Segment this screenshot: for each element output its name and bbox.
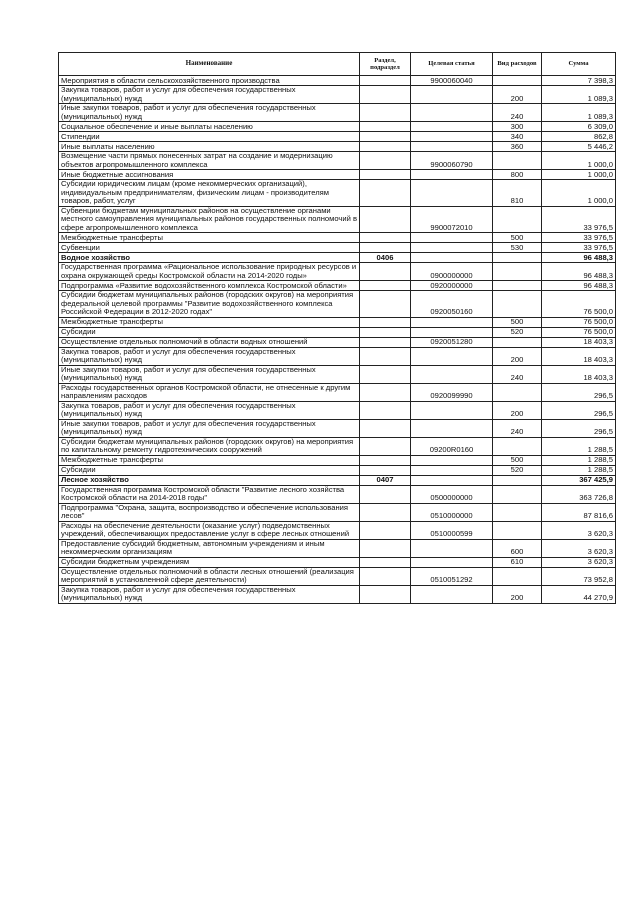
row-sum: 296,5	[542, 401, 616, 419]
table-row	[59, 317, 616, 327]
row-target-code	[411, 86, 493, 104]
row-target-code	[411, 122, 493, 132]
row-section	[360, 365, 411, 383]
table-row	[59, 243, 616, 253]
row-section	[360, 180, 411, 207]
row-target-code	[411, 180, 493, 207]
table-row	[59, 206, 616, 233]
table-row	[59, 152, 616, 170]
row-section	[360, 142, 411, 152]
row-expense-type: 800	[493, 170, 542, 180]
row-expense-type	[493, 521, 542, 539]
row-sum: 96 488,3	[542, 253, 616, 263]
row-name: Субсидии юридическим лицам (кроме некоммерческих организаций), индивидуальным предпринимателям, физическим лицам - производителям товаров, работ, услуг	[59, 180, 360, 207]
row-target-code	[411, 104, 493, 122]
row-sum: 1 089,3	[542, 104, 616, 122]
row-name: Расходы на обеспечение деятельности (оказание услуг) подведомственных учреждений, обеспечивающих предоставление услуг в сфере лесных отношений	[59, 521, 360, 539]
row-expense-type: 530	[493, 243, 542, 253]
row-name: Мероприятия в области сельскохозяйственного производства	[59, 76, 360, 86]
row-target-code: 9900060790	[411, 152, 493, 170]
row-name: Стипендии	[59, 132, 360, 142]
row-section	[360, 401, 411, 419]
row-target-code: 0510051292	[411, 567, 493, 585]
row-sum: 3 620,3	[542, 557, 616, 567]
row-section	[360, 383, 411, 401]
row-section	[360, 76, 411, 86]
row-sum: 96 488,3	[542, 263, 616, 281]
row-sum: 18 403,3	[542, 347, 616, 365]
row-sum: 76 500,0	[542, 317, 616, 327]
table-row	[59, 437, 616, 455]
table-row	[59, 281, 616, 291]
row-section	[360, 327, 411, 337]
header-expense-type: Вид расходов	[493, 53, 542, 76]
row-target-code: 9900060040	[411, 76, 493, 86]
table-row	[59, 86, 616, 104]
row-name: Иные выплаты населению	[59, 142, 360, 152]
row-sum: 7 398,3	[542, 76, 616, 86]
table-row	[59, 401, 616, 419]
row-section	[360, 291, 411, 318]
row-section	[360, 503, 411, 521]
row-name: Межбюджетные трансферты	[59, 317, 360, 327]
row-sum: 862,8	[542, 132, 616, 142]
table-row	[59, 567, 616, 585]
row-target-code: 0510000599	[411, 521, 493, 539]
row-expense-type: 200	[493, 585, 542, 603]
row-section	[360, 465, 411, 475]
row-sum: 18 403,3	[542, 337, 616, 347]
row-target-code	[411, 365, 493, 383]
row-section	[360, 152, 411, 170]
row-section	[360, 122, 411, 132]
row-sum: 296,5	[542, 383, 616, 401]
row-expense-type: 600	[493, 539, 542, 557]
row-section	[360, 455, 411, 465]
row-name: Лесное хозяйство	[59, 475, 360, 485]
row-section	[360, 132, 411, 142]
row-expense-type: 520	[493, 465, 542, 475]
row-target-code	[411, 233, 493, 243]
row-sum: 33 976,5	[542, 243, 616, 253]
row-target-code	[411, 347, 493, 365]
row-target-code	[411, 585, 493, 603]
row-name: Субвенции	[59, 243, 360, 253]
row-sum: 1 000,0	[542, 152, 616, 170]
row-sum: 6 309,0	[542, 122, 616, 132]
row-target-code: 0920099990	[411, 383, 493, 401]
row-expense-type	[493, 263, 542, 281]
row-target-code	[411, 455, 493, 465]
row-target-code	[411, 465, 493, 475]
row-expense-type	[493, 253, 542, 263]
row-section	[360, 585, 411, 603]
row-target-code: 9900072010	[411, 206, 493, 233]
row-name: Субвенции бюджетам муниципальных районов на осуществление органами местного самоуправления муниципальных районов государственных полномочий в сфере агропромышленного комплекса	[59, 206, 360, 233]
row-section: 0406	[360, 253, 411, 263]
row-expense-type: 500	[493, 233, 542, 243]
row-section	[360, 557, 411, 567]
row-sum: 76 500,0	[542, 327, 616, 337]
header-section: Раздел, подраздел	[360, 53, 411, 76]
header-sum: Сумма	[542, 53, 616, 76]
row-name: Закупка товаров, работ и услуг для обеспечения государственных (муниципальных) нужд	[59, 347, 360, 365]
row-sum: 1 089,3	[542, 86, 616, 104]
row-section	[360, 170, 411, 180]
table-row	[59, 233, 616, 243]
row-expense-type	[493, 76, 542, 86]
row-target-code	[411, 419, 493, 437]
row-name: Осуществление отдельных полномочий в области водных отношений	[59, 337, 360, 347]
row-section	[360, 281, 411, 291]
row-target-code	[411, 317, 493, 327]
row-section	[360, 104, 411, 122]
row-name: Закупка товаров, работ и услуг для обеспечения государственных (муниципальных) нужд	[59, 86, 360, 104]
row-section	[360, 86, 411, 104]
row-target-code	[411, 142, 493, 152]
row-target-code: 0920051280	[411, 337, 493, 347]
row-name: Осуществление отдельных полномочий в области лесных отношений (реализация мероприятий в установленной сфере деятельности)	[59, 567, 360, 585]
row-section: 0407	[360, 475, 411, 485]
row-expense-type	[493, 475, 542, 485]
row-section	[360, 347, 411, 365]
row-name: Иные закупки товаров, работ и услуг для обеспечения государственных (муниципальных) нужд	[59, 104, 360, 122]
row-sum: 76 500,0	[542, 291, 616, 318]
table-row	[59, 180, 616, 207]
row-expense-type	[493, 485, 542, 503]
row-sum: 1 288,5	[542, 437, 616, 455]
table-row	[59, 122, 616, 132]
row-sum: 1 288,5	[542, 465, 616, 475]
row-expense-type: 610	[493, 557, 542, 567]
row-expense-type	[493, 337, 542, 347]
table-row	[59, 585, 616, 603]
row-expense-type: 360	[493, 142, 542, 152]
row-expense-type: 240	[493, 365, 542, 383]
row-section	[360, 437, 411, 455]
row-expense-type: 500	[493, 317, 542, 327]
table-body	[59, 76, 616, 604]
row-name: Предоставление субсидий бюджетным, автономным учреждениям и иным некоммерческим организациям	[59, 539, 360, 557]
row-expense-type: 810	[493, 180, 542, 207]
row-name: Иные бюджетные ассигнования	[59, 170, 360, 180]
row-target-code: 0900000000	[411, 263, 493, 281]
header-target: Целевая статья	[411, 53, 493, 76]
row-name: Закупка товаров, работ и услуг для обеспечения государственных (муниципальных) нужд	[59, 585, 360, 603]
table-row	[59, 503, 616, 521]
row-sum: 3 620,3	[542, 521, 616, 539]
row-name: Государственная программа Костромской области "Развитие лесного хозяйства Костромской области на 2014-2018 годы"	[59, 485, 360, 503]
row-sum: 33 976,5	[542, 206, 616, 233]
table-header-row	[59, 53, 616, 76]
table-row	[59, 557, 616, 567]
row-name: Субсидии	[59, 327, 360, 337]
row-sum: 1 000,0	[542, 180, 616, 207]
row-expense-type	[493, 152, 542, 170]
row-target-code: 0920000000	[411, 281, 493, 291]
row-expense-type	[493, 503, 542, 521]
row-sum: 44 270,9	[542, 585, 616, 603]
table-row	[59, 253, 616, 263]
row-sum: 1 000,0	[542, 170, 616, 180]
table-row	[59, 263, 616, 281]
row-section	[360, 243, 411, 253]
row-target-code	[411, 327, 493, 337]
table-row	[59, 337, 616, 347]
table-row	[59, 104, 616, 122]
row-name: Водное хозяйство	[59, 253, 360, 263]
row-target-code: 0920050160	[411, 291, 493, 318]
row-sum: 363 726,8	[542, 485, 616, 503]
row-sum: 296,5	[542, 419, 616, 437]
row-section	[360, 206, 411, 233]
row-target-code	[411, 475, 493, 485]
row-expense-type	[493, 383, 542, 401]
row-expense-type: 300	[493, 122, 542, 132]
row-name: Закупка товаров, работ и услуг для обеспечения государственных (муниципальных) нужд	[59, 401, 360, 419]
row-name: Подпрограмма «Развитие водохозяйственного комплекса Костромской области»	[59, 281, 360, 291]
row-name: Межбюджетные трансферты	[59, 233, 360, 243]
row-section	[360, 419, 411, 437]
row-target-code: 0500000000	[411, 485, 493, 503]
row-expense-type: 240	[493, 104, 542, 122]
row-name: Субсидии бюджетам муниципальных районов (городских округов) на мероприятия федеральной целевой программы "Развитие водохозяйственного комплекса Российской Федерации в 2012-2020 годах"	[59, 291, 360, 318]
row-expense-type: 520	[493, 327, 542, 337]
table-row	[59, 170, 616, 180]
row-section	[360, 539, 411, 557]
row-expense-type	[493, 291, 542, 318]
row-sum: 367 425,9	[542, 475, 616, 485]
budget-table	[58, 52, 616, 604]
row-target-code	[411, 401, 493, 419]
row-expense-type	[493, 206, 542, 233]
row-name: Межбюджетные трансферты	[59, 455, 360, 465]
row-sum: 1 288,5	[542, 455, 616, 465]
table-row	[59, 383, 616, 401]
row-name: Возмещение части прямых понесенных затрат на создание и модернизацию объектов агропромышленного комплекса	[59, 152, 360, 170]
row-sum: 18 403,3	[542, 365, 616, 383]
row-target-code	[411, 557, 493, 567]
row-sum: 87 816,6	[542, 503, 616, 521]
row-section	[360, 317, 411, 327]
row-expense-type: 200	[493, 86, 542, 104]
row-expense-type: 240	[493, 419, 542, 437]
row-section	[360, 233, 411, 243]
row-name: Субсидии	[59, 465, 360, 475]
row-expense-type: 340	[493, 132, 542, 142]
row-name: Социальное обеспечение и иные выплаты населению	[59, 122, 360, 132]
table-row	[59, 142, 616, 152]
table-row	[59, 475, 616, 485]
row-name: Иные закупки товаров, работ и услуг для обеспечения государственных (муниципальных) нужд	[59, 419, 360, 437]
row-target-code	[411, 170, 493, 180]
row-expense-type	[493, 281, 542, 291]
table-row	[59, 455, 616, 465]
table-row	[59, 539, 616, 557]
row-section	[360, 485, 411, 503]
row-target-code: 09200R0160	[411, 437, 493, 455]
row-section	[360, 263, 411, 281]
table-row	[59, 76, 616, 86]
row-sum: 3 620,3	[542, 539, 616, 557]
row-section	[360, 567, 411, 585]
row-target-code	[411, 539, 493, 557]
table-row	[59, 365, 616, 383]
row-name: Подпрограмма "Охрана, защита, воспроизводство и обеспечение использования лесов"	[59, 503, 360, 521]
table-row	[59, 485, 616, 503]
row-expense-type: 200	[493, 347, 542, 365]
table-row	[59, 132, 616, 142]
row-name: Иные закупки товаров, работ и услуг для обеспечения государственных (муниципальных) нужд	[59, 365, 360, 383]
row-target-code	[411, 132, 493, 142]
table-row	[59, 521, 616, 539]
row-target-code	[411, 253, 493, 263]
row-name: Расходы государственных органов Костромской области, не отнесенные к другим направлениям расходов	[59, 383, 360, 401]
row-target-code: 0510000000	[411, 503, 493, 521]
row-section	[360, 521, 411, 539]
table-row	[59, 419, 616, 437]
row-target-code	[411, 243, 493, 253]
row-expense-type	[493, 567, 542, 585]
row-expense-type	[493, 437, 542, 455]
row-expense-type: 200	[493, 401, 542, 419]
row-sum: 33 976,5	[542, 233, 616, 243]
row-name: Субсидии бюджетным учреждениям	[59, 557, 360, 567]
row-expense-type: 500	[493, 455, 542, 465]
table-row	[59, 291, 616, 318]
row-sum: 5 446,2	[542, 142, 616, 152]
table-row	[59, 327, 616, 337]
row-sum: 73 952,8	[542, 567, 616, 585]
row-section	[360, 337, 411, 347]
table-row	[59, 347, 616, 365]
header-name: Наименование	[59, 53, 360, 76]
row-sum: 96 488,3	[542, 281, 616, 291]
table-row	[59, 465, 616, 475]
row-name: Субсидии бюджетам муниципальных районов (городских округов) на мероприятия по капитальному ремонту гидротехнических сооружений	[59, 437, 360, 455]
row-name: Государственная программа «Рациональное использование природных ресурсов и охрана окружающей среды Костромской области на 2014-2020 годы»	[59, 263, 360, 281]
